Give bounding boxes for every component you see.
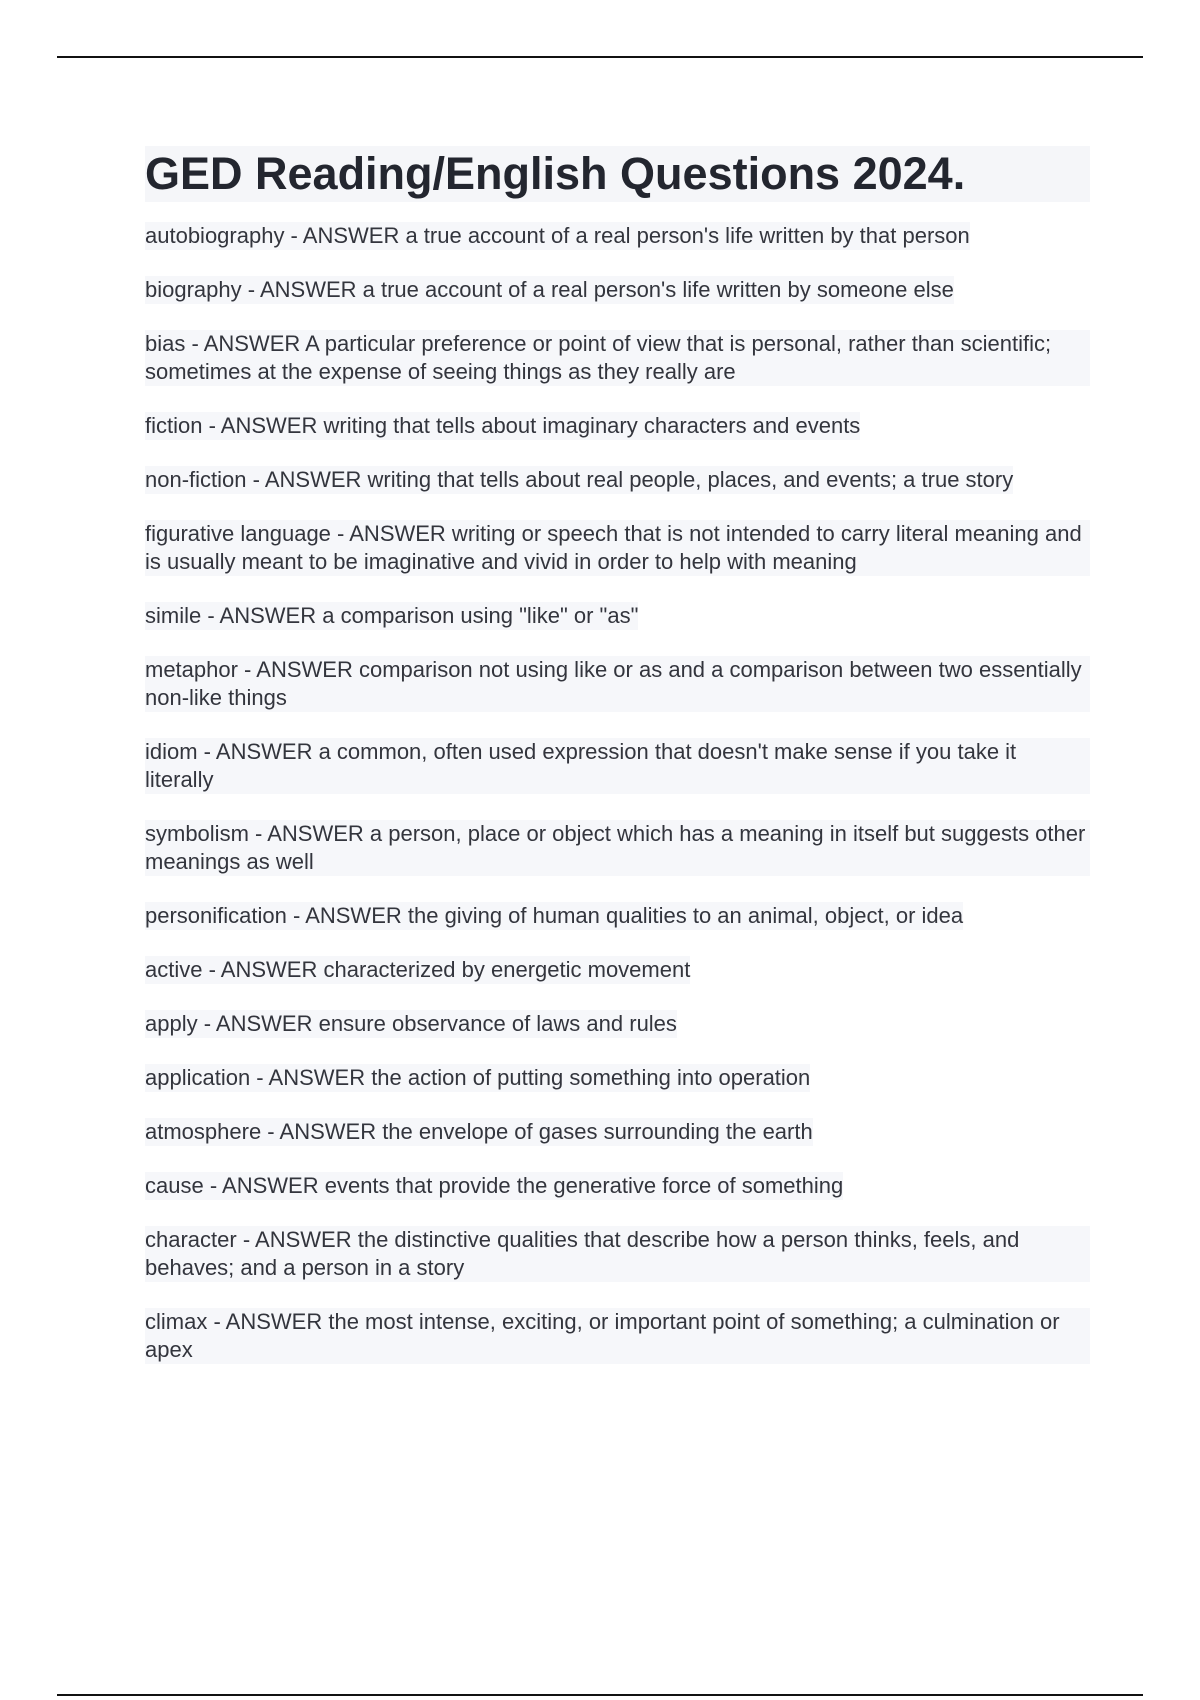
- glossary-entry: [145, 330, 1090, 386]
- entry-text: cause - ANSWER events that provide the generative force of something: [145, 1173, 844, 1198]
- entry-text: character - ANSWER the distinctive qualities that describe how a person thinks, feels, and behaves; and a person in a story: [145, 1226, 1090, 1282]
- entry-text: figurative language - ANSWER writing or speech that is not intended to carry literal meaning and is usually meant to be imaginative and vivid in order to help with meaning: [145, 520, 1090, 576]
- glossary-entry: [145, 1172, 1090, 1200]
- glossary-entry: [145, 1064, 1090, 1092]
- glossary-entry: [145, 902, 1090, 930]
- entry-text: active - ANSWER characterized by energetic movement: [145, 957, 691, 982]
- glossary-list: [145, 222, 1090, 1364]
- glossary-entry: [145, 656, 1090, 712]
- entry-text: non-fiction - ANSWER writing that tells about real people, places, and events; a true story: [145, 467, 1014, 492]
- glossary-entry: [145, 1010, 1090, 1038]
- bottom-rule: [57, 1694, 1143, 1696]
- entry-text: application - ANSWER the action of putting something into operation: [145, 1065, 811, 1090]
- glossary-entry: [145, 820, 1090, 876]
- document-title: GED Reading/English Questions 2024.: [145, 146, 1090, 202]
- glossary-entry: [145, 276, 1090, 304]
- entry-text: simile - ANSWER a comparison using "like" or "as": [145, 603, 639, 628]
- entry-text: atmosphere - ANSWER the envelope of gases surrounding the earth: [145, 1119, 813, 1144]
- entry-text: fiction - ANSWER writing that tells about imaginary characters and events: [145, 413, 861, 438]
- glossary-entry: [145, 956, 1090, 984]
- entry-text: symbolism - ANSWER a person, place or object which has a meaning in itself but suggests other meanings as well: [145, 820, 1090, 876]
- entry-text: personification - ANSWER the giving of human qualities to an animal, object, or idea: [145, 903, 964, 928]
- entry-text: metaphor - ANSWER comparison not using like or as and a comparison between two essentially non-like things: [145, 656, 1090, 712]
- entry-text: biography - ANSWER a true account of a real person's life written by someone else: [145, 277, 954, 302]
- entry-text: idiom - ANSWER a common, often used expression that doesn't make sense if you take it literally: [145, 738, 1090, 794]
- top-rule: [57, 56, 1143, 58]
- glossary-entry: [145, 602, 1090, 630]
- glossary-entry: [145, 738, 1090, 794]
- glossary-entry: [145, 222, 1090, 250]
- glossary-entry: [145, 520, 1090, 576]
- entry-text: autobiography - ANSWER a true account of a real person's life written by that person: [145, 223, 970, 248]
- glossary-entry: [145, 466, 1090, 494]
- document-body: [145, 146, 1090, 1364]
- glossary-entry: [145, 412, 1090, 440]
- glossary-entry: [145, 1226, 1090, 1282]
- entry-text: climax - ANSWER the most intense, exciting, or important point of something; a culmination or apex: [145, 1308, 1090, 1364]
- entry-text: bias - ANSWER A particular preference or point of view that is personal, rather than scientific; sometimes at the expense of seeing things as they really are: [145, 330, 1090, 386]
- glossary-entry: [145, 1308, 1090, 1364]
- entry-text: apply - ANSWER ensure observance of laws and rules: [145, 1011, 677, 1036]
- glossary-entry: [145, 1118, 1090, 1146]
